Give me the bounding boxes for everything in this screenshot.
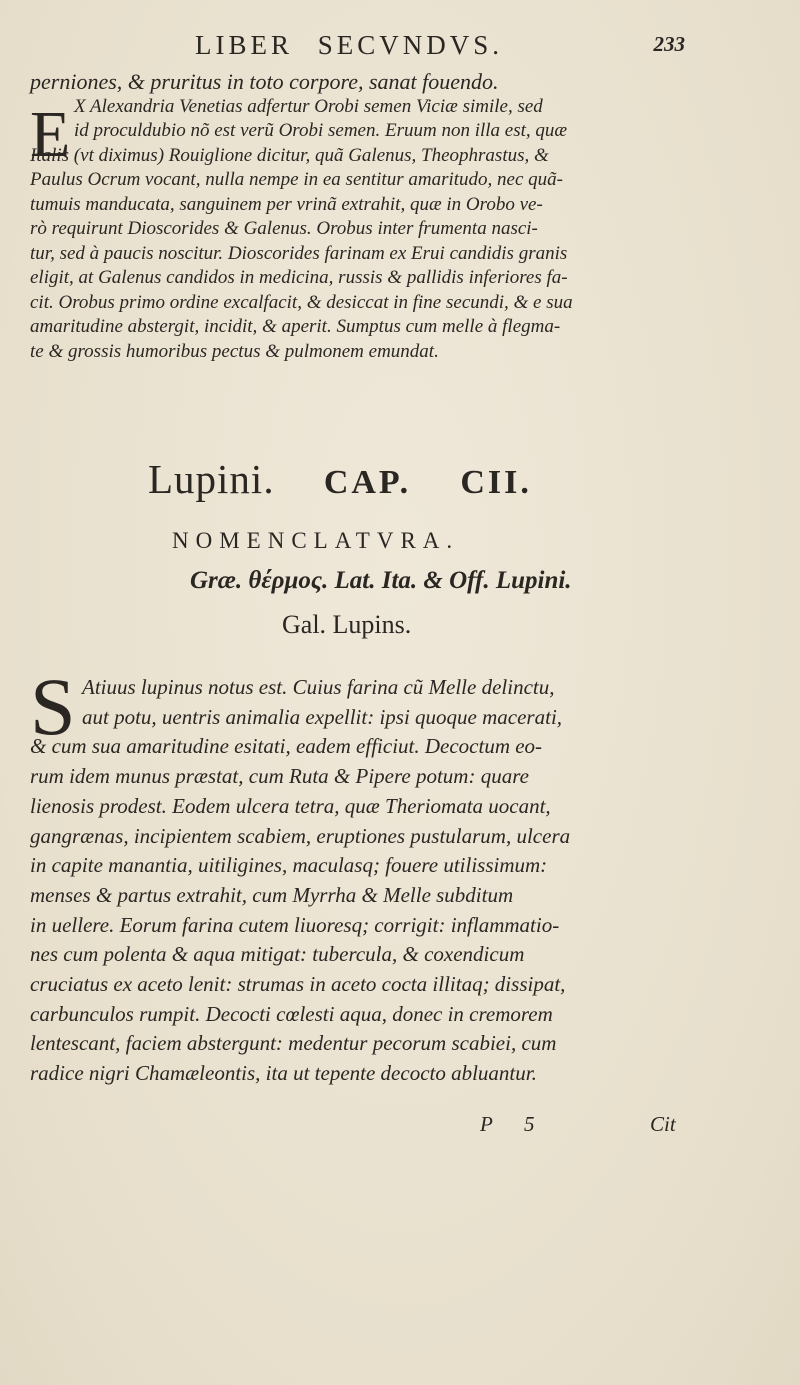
text-line: aut potu, uentris animalia expellit: ipsi quoque macerati, [82,704,563,729]
text-line: in uellere. Eorum farina cutem liuoresq; corrigit: inflammatio- [30,912,560,937]
text-line: radice nigri Chamæleontis, ita ut tepente decocto abluantur. [30,1061,537,1086]
nomenclatura-gallic: Gal. Lupins. [282,610,412,639]
chapter-heading [148,455,532,503]
text-line: lentescant, faciem abstergunt: medentur pecorum scabiei, cum [30,1031,557,1056]
nomenclatura-heading: NOMENCLATVRA. [172,528,460,553]
running-head-title: LIBER SECVNDVS. [195,30,504,60]
text-line: perniones, & pruritus in toto corpore, sanat fouendo. [30,69,499,94]
chapter-number: CII. [460,464,532,501]
text-line: Italis (vt diximus) Rouiglione dicitur, quã Galenus, Theophrastus, & [30,144,549,166]
text-line: eligit, at Galenus candidos in medicina, russis & pallidis inferiores fa- [30,267,568,288]
text-line: tumuis manducata, sanguinem per vrinã extrahit, quæ in Orobo ve- [30,193,543,215]
text-line: gangrænas, incipientem scabiem, eruptiones pustularum, ulcera [30,823,571,848]
text-line: te & grossis humoribus pectus & pulmonem emundat. [30,340,439,362]
page-number: 233 [653,32,685,56]
nomenclatura-synonyms: Græ. θέρμος. Lat. Ita. & Off. Lupini. [190,567,572,594]
catchword: Cit [650,1112,676,1136]
lupini-text-block [30,673,750,1089]
orobus-text-block [30,70,750,364]
text-line: nes cum polenta & aqua mitigat: tubercula, & coxendicum [30,942,525,967]
chapter-title: Lupini. [148,456,275,502]
text-line: rum idem munus præstat, cum Ruta & Pipere potum: quare [30,764,529,789]
drop-capital-s: S [30,661,76,752]
text-line: menses & partus extrahit, cum Myrrha & Melle subditum [30,882,514,907]
text-line: Atiuus lupinus notus est. Cuius farina cũ Melle delinctu, [82,675,555,699]
signature-mark: P [480,1112,493,1136]
text-line: in capite manantia, uitiligines, maculasq; fouere utilissimum: [30,853,548,878]
text-line: Paulus Ocrum vocant, nulla nempe in ea sentitur amaritudo, nec quã- [30,169,563,190]
text-line: id proculdubio nõ est verũ Orobi semen. Eruum non illa est, quæ [74,120,568,141]
text-line: amaritudine abstergit, incidit, & aperit. Sumptus cum melle à flegma- [30,316,561,337]
text-line: cit. Orobus primo ordine excalfacit, & desiccat in fine secundi, & e sua [30,291,573,313]
text-line: rò requirunt Dioscorides & Galenus. Orobus inter frumenta nasci- [30,218,538,239]
text-line: cruciatus ex aceto lenit: strumas in aceto cocta illitaq; dissipat, [30,972,566,997]
signature-number: 5 [524,1112,535,1136]
text-line: & cum sua amaritudine esitati, eadem efficiut. Decoctum eo- [30,734,543,759]
drop-capital-e: E [30,98,71,171]
text-line: X Alexandria Venetias adfertur Orobi semen Viciæ simile, sed [74,95,543,117]
running-head [195,30,685,66]
text-line: tur, sed à paucis noscitur. Dioscorides farinam ex Erui candidis granis [30,242,568,264]
text-line: carbunculos rumpit. Decocti cœlesti aqua, donec in cremorem [30,1001,553,1026]
text-line: lienosis prodest. Eodem ulcera tetra, quæ Theriomata uocant, [30,793,551,818]
chapter-cap-label: CAP. [323,464,412,501]
